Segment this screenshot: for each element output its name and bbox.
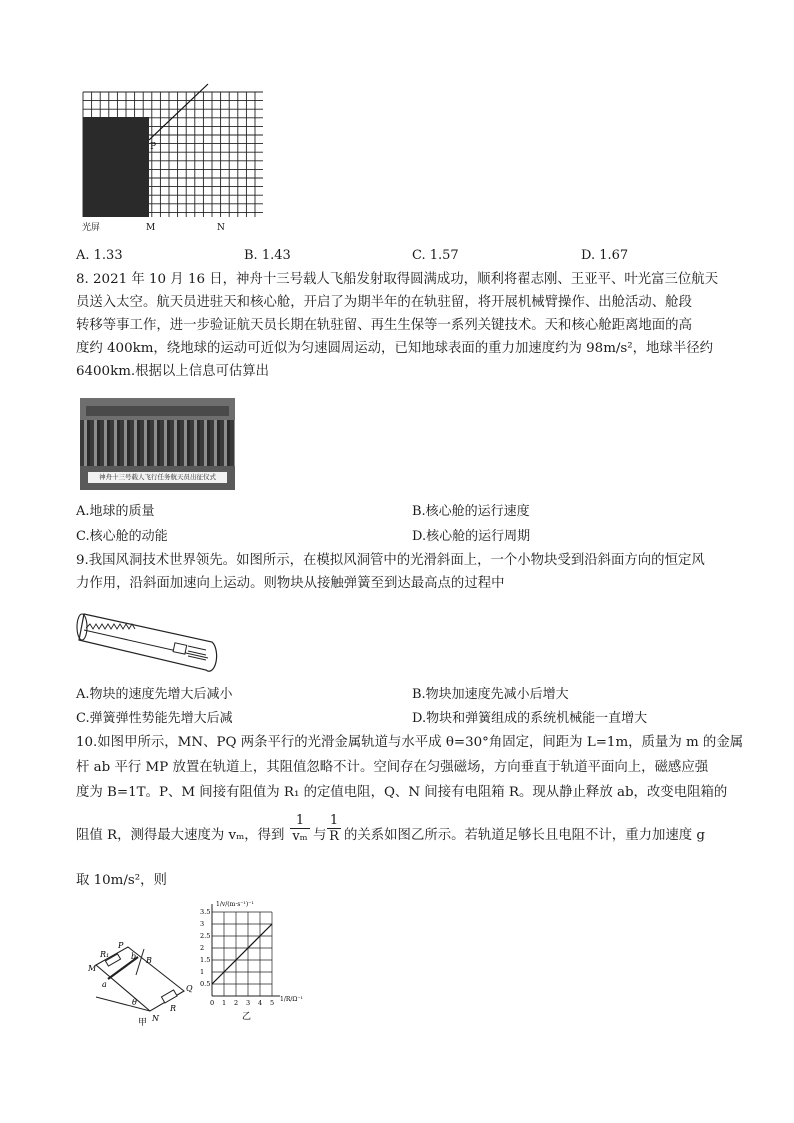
block xyxy=(173,643,187,654)
q7-option-b[interactable]: B. 1.43 xyxy=(244,248,291,263)
label-a: a xyxy=(102,980,107,989)
q9-stem-line-2: 力作用，沿斜面加速向上运动。则物块从接触弹簧至到达最高点的过程中 xyxy=(76,576,505,591)
b-field-arrow xyxy=(136,949,144,975)
q10-stem-line-5: 取 10m/s²，则 xyxy=(76,873,167,888)
q10-figure-jia xyxy=(84,935,204,1027)
q10-stem-line-4a: 阻值 R，测得最大速度为 vₘ，得到 xyxy=(76,828,285,843)
q8-option-b[interactable]: B.核心舱的运行速度 xyxy=(412,504,530,519)
chart-y-tick-label: 1.5 xyxy=(200,956,211,964)
label-n: N xyxy=(152,1014,159,1023)
chart-y-tick-label: 3.5 xyxy=(200,908,211,916)
screen-dark-block xyxy=(83,117,149,217)
label-q: Q xyxy=(186,984,193,993)
q8-stem-line-5: 6400km.根据以上信息可估算出 xyxy=(76,364,270,379)
chart-caption-yi: 乙 xyxy=(242,1012,252,1022)
q7-option-c[interactable]: C. 1.57 xyxy=(412,248,459,263)
chart-y-tick-label: 3 xyxy=(200,920,205,928)
q10-stem-line-3: 度为 B=1T。P、M 间接有阻值为 R₁ 的定值电阻，Q、N 间接有电阻箱 R。现从静止释放 ab，改变电阻箱的 xyxy=(76,785,728,800)
resistor-box-r xyxy=(161,990,177,1003)
frac2-den: R xyxy=(327,828,341,844)
label-b-rod: b xyxy=(131,952,137,961)
label-m: M xyxy=(88,964,97,973)
q8-option-d[interactable]: D.核心舱的运行周期 xyxy=(412,529,531,544)
q10-stem-line-4c: 的关系如图乙所示。若轨道足够长且电阻不计，重力加速度 g xyxy=(344,828,705,843)
photo-banner xyxy=(86,406,229,416)
label-b-field: B xyxy=(146,956,152,965)
fraction-1-over-vm xyxy=(290,813,310,844)
caption-jia: 甲 xyxy=(138,1018,148,1027)
chart-x-tick-label: 5 xyxy=(270,999,275,1007)
q10-stem-line-2: 杆 ab 平行 MP 放置在轨道上，其阻值忽略不计。空间存在匀强磁场，方向垂直于轨道平面向上，磁感应强 xyxy=(76,760,709,775)
q10-stem-line-1: 10.如图甲所示，MN、PQ 两条平行的光滑金属轨道与水平成 θ=30°角固定，间距为 L=1m，质量为 m 的金属 xyxy=(76,735,744,750)
chart-y-tick-label: 2.5 xyxy=(200,932,211,940)
chart-y-tick-label: 0.5 xyxy=(200,980,211,988)
frac1-den: vₘ xyxy=(290,828,310,844)
q10-stem-line-4b: 与 xyxy=(313,828,327,843)
photo-crowd xyxy=(80,420,235,466)
q7-option-d[interactable]: D. 1.67 xyxy=(581,248,629,263)
tunnel-body xyxy=(79,614,217,671)
q8-stem-line-4: 度约 400km，绕地球的运动可近似为匀速圆周运动，已知地球表面的重力加速度约为 98m/s²，地球半径约 xyxy=(76,341,713,356)
chart-x-tick-label: 1 xyxy=(222,999,227,1007)
label-p: P xyxy=(118,941,124,950)
q8-stem-line-3: 转移等事工作，进一步验证航天员长期在轨驻留、再生生保等一系列关键技术。天和核心舱距离地面的高 xyxy=(76,318,692,333)
q9-option-a[interactable]: A.物块的速度先增大后减小 xyxy=(76,687,233,702)
chart-x-tick-label: 3 xyxy=(246,999,251,1007)
chart-x-axis-label: 1/R/Ω⁻¹ xyxy=(280,996,303,1003)
n-label: N xyxy=(217,223,225,233)
chart-x-tick-label: 4 xyxy=(258,999,263,1007)
q10-figure-yi-chart xyxy=(196,898,314,1022)
fraction-1-over-r xyxy=(327,813,341,844)
frac1-num: 1 xyxy=(295,813,305,828)
m-label: M xyxy=(146,223,156,233)
chart-y-axis-label: 1/v/(m·s⁻¹)⁻¹ xyxy=(216,901,254,908)
chart-series-line xyxy=(212,924,272,984)
chart-y-tick-label: 1 xyxy=(200,968,205,976)
chart-x-tick-label: 0 xyxy=(210,999,215,1007)
label-r: R xyxy=(170,1004,177,1013)
q9-stem-line-1: 9.我国风洞技术世界领先。如图所示，在模拟风洞管中的光滑斜面上，一个小物块受到沿斜面方向的恒定风 xyxy=(76,553,705,568)
photo-caption-strip: 神舟十三号载人飞行任务航天员出征仪式 xyxy=(88,472,227,483)
q8-option-a[interactable]: A.地球的质量 xyxy=(76,504,155,519)
q9-option-c[interactable]: C.弹簧弹性势能先增大后减 xyxy=(76,711,233,726)
screen-label: 光屏 xyxy=(82,223,101,233)
incline-surface xyxy=(84,630,208,658)
frac2-num: 1 xyxy=(329,813,339,828)
label-theta: θ xyxy=(132,998,137,1007)
label-r1: R₁ xyxy=(100,950,110,959)
q8-option-c[interactable]: C.核心舱的动能 xyxy=(76,529,168,544)
q9-wind-tunnel-figure xyxy=(76,600,221,672)
q9-option-d[interactable]: D.物块和弹簧组成的系统机械能一直增大 xyxy=(412,711,648,726)
p-label: P xyxy=(150,142,157,152)
q7-option-a[interactable]: A. 1.33 xyxy=(76,248,123,263)
chart-y-tick-label: 2 xyxy=(200,944,205,952)
q9-option-b[interactable]: B.物块加速度先减小后增大 xyxy=(412,687,569,702)
q8-stem-line-2: 员送入太空。航天员进驻天和核心舱，开启了为期半年的在轨驻留，将开展机械臂操作、出舱活动、舱段 xyxy=(76,295,692,310)
wind-arrow-1 xyxy=(188,646,206,650)
q8-stem-line-1: 8. 2021 年 10 月 16 日，神舟十三号载人飞船发射取得圆满成功，顺利将翟志刚、王亚平、叶光富三位航天 xyxy=(76,272,719,287)
q8-astronaut-photo xyxy=(80,398,235,490)
q7-refraction-figure xyxy=(80,80,270,235)
spring-icon xyxy=(86,624,135,629)
chart-x-tick-label: 2 xyxy=(234,999,239,1007)
